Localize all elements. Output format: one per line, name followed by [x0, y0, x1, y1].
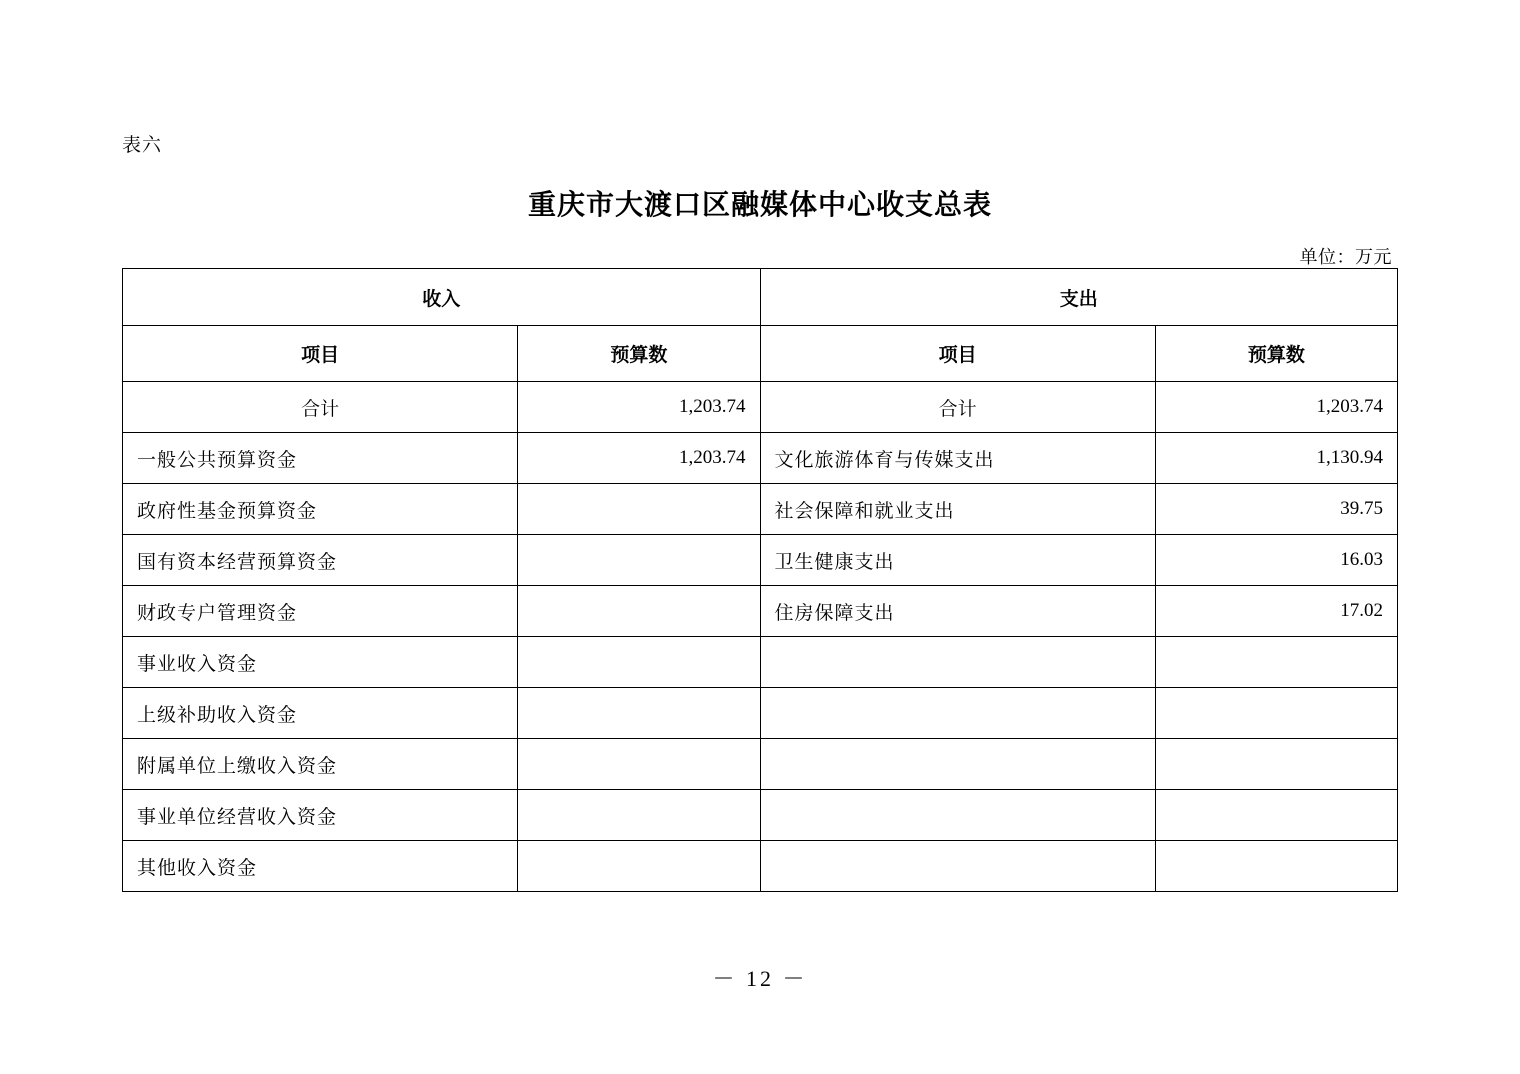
- income-item: 事业收入资金: [123, 637, 518, 688]
- expense-item: [760, 637, 1155, 688]
- income-value: [518, 535, 760, 586]
- column-header-expense-budget: 预算数: [1155, 326, 1397, 382]
- income-value: 1,203.74: [518, 433, 760, 484]
- expense-value: 17.02: [1155, 586, 1397, 637]
- expense-value: [1155, 739, 1397, 790]
- income-value: [518, 586, 760, 637]
- unit-note: 单位：万元: [1299, 247, 1392, 267]
- expense-value: 39.75: [1155, 484, 1397, 535]
- table-row-group-header: [123, 269, 1398, 326]
- income-value: [518, 637, 760, 688]
- expense-item: [760, 739, 1155, 790]
- income-value: [518, 841, 760, 892]
- income-item: 附属单位上缴收入资金: [123, 739, 518, 790]
- table-row-column-header: [123, 326, 1398, 382]
- expense-item: [760, 688, 1155, 739]
- income-item: 事业单位经营收入资金: [123, 790, 518, 841]
- income-value: [518, 688, 760, 739]
- income-item: 政府性基金预算资金: [123, 484, 518, 535]
- column-header-income-item: 项目: [123, 326, 518, 382]
- group-header-expense: 支出: [760, 269, 1398, 326]
- expense-value: [1155, 688, 1397, 739]
- table-row: [123, 484, 1398, 535]
- expense-value: 1,130.94: [1155, 433, 1397, 484]
- income-item: 国有资本经营预算资金: [123, 535, 518, 586]
- income-value: [518, 739, 760, 790]
- expense-item: 住房保障支出: [760, 586, 1155, 637]
- income-item: 财政专户管理资金: [123, 586, 518, 637]
- income-value: [518, 790, 760, 841]
- income-value: [518, 484, 760, 535]
- column-header-income-budget: 预算数: [518, 326, 760, 382]
- table-label: 表六: [122, 135, 163, 156]
- total-expense-value: 1,203.74: [1155, 382, 1397, 433]
- expense-item: 文化旅游体育与传媒支出: [760, 433, 1155, 484]
- table-row: [123, 637, 1398, 688]
- table-row: [123, 586, 1398, 637]
- page-title: 重庆市大渡口区融媒体中心收支总表: [527, 190, 992, 221]
- table-row-total: [123, 382, 1398, 433]
- column-header-expense-item: 项目: [760, 326, 1155, 382]
- table-row: [123, 535, 1398, 586]
- income-item: 一般公共预算资金: [123, 433, 518, 484]
- budget-table: [122, 268, 1398, 892]
- expense-value: 16.03: [1155, 535, 1397, 586]
- table-row: [123, 841, 1398, 892]
- page-number: － 12 －: [712, 966, 808, 991]
- expense-value: [1155, 790, 1397, 841]
- expense-value: [1155, 637, 1397, 688]
- income-item: 上级补助收入资金: [123, 688, 518, 739]
- table-row: [123, 688, 1398, 739]
- expense-item: [760, 841, 1155, 892]
- table-row: [123, 739, 1398, 790]
- expense-item: 社会保障和就业支出: [760, 484, 1155, 535]
- group-header-income: 收入: [123, 269, 761, 326]
- income-item: 其他收入资金: [123, 841, 518, 892]
- expense-item: [760, 790, 1155, 841]
- table-row: [123, 790, 1398, 841]
- total-income-label: 合计: [123, 382, 518, 433]
- table-row: [123, 433, 1398, 484]
- expense-item: 卫生健康支出: [760, 535, 1155, 586]
- total-expense-label: 合计: [760, 382, 1155, 433]
- total-income-value: 1,203.74: [518, 382, 760, 433]
- expense-value: [1155, 841, 1397, 892]
